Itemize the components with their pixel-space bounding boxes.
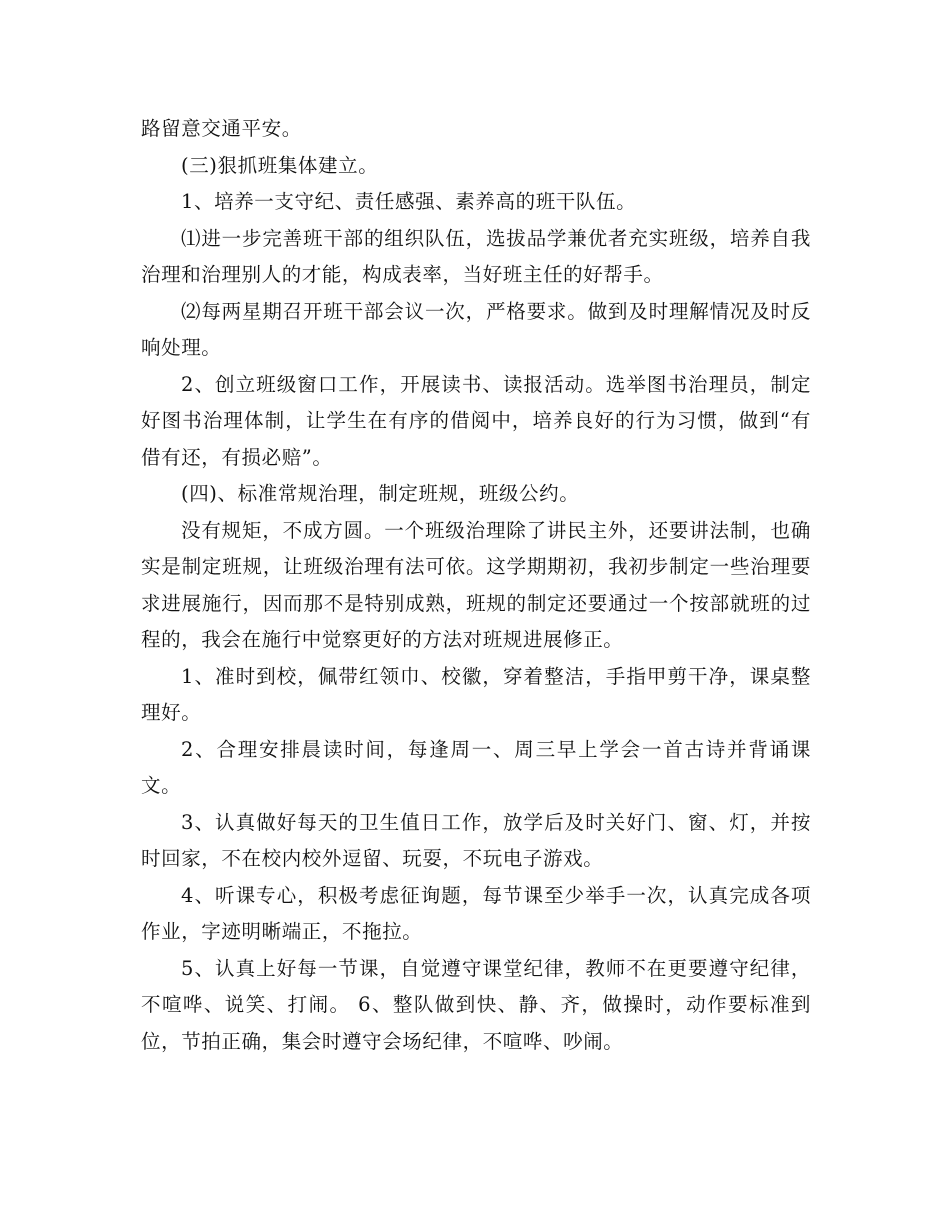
list-item: 5、认真上好每一节课，自觉遵守课堂纪律，教师不在更要遵守纪律，不喧哗、说笑、打闹。 6、整队做到快、静、齐，做操时，动作要标准到位，节拍正确，集会时遵守会场纪律，不喧哗、吵闹。 bbox=[141, 956, 811, 1053]
paragraph: 2、创立班级窗口工作，开展读书、读报活动。选举图书治理员，制定好图书治理体制，让学生在有序的借阅中，培养良好的行为习惯，做到“有借有还，有损必赔”。 bbox=[141, 372, 811, 469]
section-heading: (四)、标准常规治理，制定班规，班级公约。 bbox=[181, 482, 580, 505]
paragraph: 路留意交通平安。 bbox=[141, 117, 302, 140]
paragraph: ⑴进一步完善班干部的组织队伍，选拔品学兼优者充实班级，培养自我治理和治理别人的才能，构成表率，当好班主任的好帮手。 bbox=[141, 226, 811, 286]
list-item: 4、听课专心，积极考虑征询题，每节课至少举手一次，认真完成各项作业，字迹明晰端正，不拖拉。 bbox=[141, 883, 811, 943]
list-item: 1、准时到校，佩带红领巾、校徽，穿着整洁，手指甲剪干净，课桌整理好。 bbox=[141, 664, 811, 724]
paragraph: 1、培养一支守纪、责任感强、素养高的班干队伍。 bbox=[181, 190, 637, 213]
document-body bbox=[141, 111, 811, 1060]
list-item: 2、合理安排晨读时间，每逢周一、周三早上学会一首古诗并背诵课文。 bbox=[141, 737, 811, 797]
section-heading: (三)狠抓班集体建立。 bbox=[181, 153, 379, 177]
paragraph: ⑵每两星期召开班干部会议一次，严格要求。做到及时理解情况及时反响处理。 bbox=[141, 299, 811, 359]
list-item: 3、认真做好每天的卫生值日工作，放学后及时关好门、窗、灯，并按时回家，不在校内校外逗留、玩耍，不玩电子游戏。 bbox=[141, 810, 811, 870]
paragraph: 没有规矩，不成方圆。一个班级治理除了讲民主外，还要讲法制，也确实是制定班规，让班级治理有法可依。这学期期初，我初步制定一些治理要求进展施行，因而那不是特别成熟，班规的制定还要通过一个按部就班的过程的，我会在施行中觉察更好的方法对班规进展修正。 bbox=[141, 518, 811, 651]
